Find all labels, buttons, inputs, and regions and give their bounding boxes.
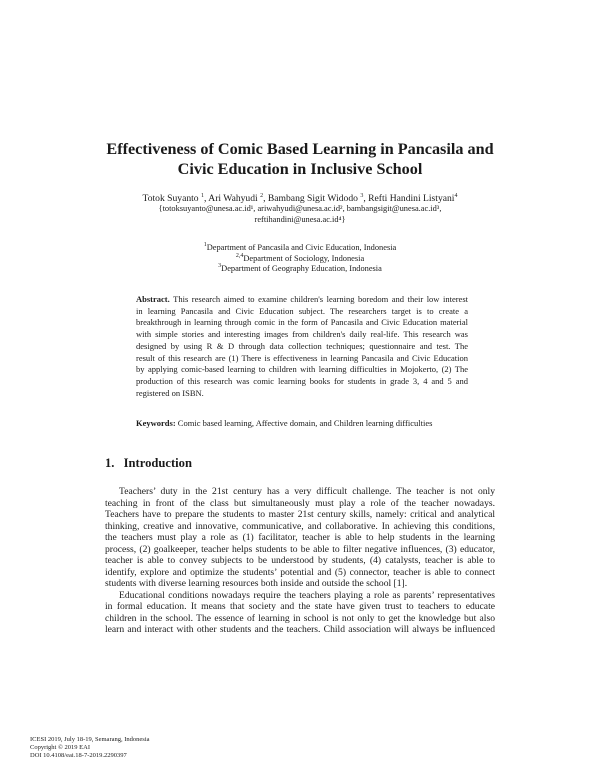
author-list [60, 193, 540, 204]
affiliations [60, 243, 540, 275]
body-text [105, 486, 495, 636]
abstract-line [136, 294, 468, 306]
abstract [136, 294, 468, 399]
title-line: Effectiveness of Comic Based Learning in Pancasila and [106, 140, 494, 158]
body-line: in formal education. It means that society and the state have given trust to teachers to educate [105, 601, 495, 612]
body-line: process, (2) goalkeeper, teacher helps students to be able to filter negative influences, (3) educator, [105, 543, 495, 555]
abstract-line: registered on ISBN. [136, 387, 204, 398]
abstract-label: Abstract. [136, 294, 170, 304]
author-superscript: 3 [360, 192, 364, 199]
keywords-text: Comic based learning, Affective domain, and Children learning difficulties [175, 418, 433, 428]
author-superscript: 4 [454, 192, 458, 199]
author-name: Totok Suyanto [142, 193, 202, 204]
footer-line: ICESI 2019, July 18-19, Semarang, Indonesia [30, 736, 150, 743]
body-line: teaching in front of the class but simultaneously must play a role of the teacher nowadays. [105, 497, 495, 509]
abstract-line: breakthrough in learning through comic in the form of Pancasila and Civic Education material [136, 317, 468, 328]
author-name: , Refti Handini Listyani [363, 193, 455, 204]
body-line: children in the school. The essence of learning in school is not only to get the knowledge but also [105, 612, 495, 624]
page-footer [30, 736, 150, 761]
abstract-line: with simple stories and interesting images from children's daily real-life. This research was [136, 329, 468, 340]
abstract-line: designed by using R & D through data collection techniques; questionnaire and test. The [136, 340, 468, 351]
author-emails [60, 204, 540, 225]
abstract-line: by applying comic-based learning to children with learning difficulties in Mojokerto, (2) The [136, 364, 468, 375]
author-name: , Bambang Sigit Widodo [263, 193, 361, 204]
abstract-line: result of this research are (1) There is effectiveness in learning Pancasila and Civic Education [136, 352, 468, 363]
section-title: Introduction [123, 456, 192, 470]
affiliation-item [60, 254, 540, 265]
body-line: teacher is able to convey subjects to be understood by students, (4) catalysts, teacher is able to [105, 555, 495, 566]
keywords-label: Keywords: [136, 418, 176, 428]
section-number: 1. [105, 456, 115, 470]
footer-line: Copyright © 2019 EAI [30, 744, 91, 752]
author-superscript: 1 [201, 192, 205, 199]
body-line: identify, explore and optimize the students’ potential and (5) connector, teacher is able to connect [105, 566, 495, 578]
affiliation-text: Department of Sociology, Indonesia [243, 253, 365, 263]
affiliation-superscript: 3 [218, 263, 222, 270]
email-line: {totoksuyanto@unesa.ac.id¹, ariwahyudi@unesa.ac.id², bambangsigit@unesa.ac.id³, [158, 204, 442, 213]
body-line: students with diverse learning resources both inside and outside the school [1]. [105, 578, 408, 589]
footer-line: DOI 10.4108/eai.18-7-2019.2290397 [30, 752, 127, 760]
paper-title [60, 139, 540, 179]
body-line: Educational conditions nowadays require the teachers playing a role as parents’ representatives [119, 589, 495, 601]
abstract-line: production of this research was comic learning books for students in grade 3, 4 and 5 and [136, 375, 468, 386]
affiliation-text: Department of Geography Education, Indonesia [221, 264, 382, 274]
title-line: Civic Education in Inclusive School [177, 160, 423, 178]
body-line: thinking, creative and innovative, communicative, and collaborative. In achieving this conditions, [105, 520, 495, 532]
affiliation-item [60, 243, 540, 254]
author-superscript: 2 [260, 192, 264, 199]
body-line: Teachers’ duty in the 21st century has a very difficult challenge. The teacher is not only [119, 486, 495, 497]
section-heading [105, 456, 192, 471]
email-line: reftihandini@unesa.ac.id⁴} [254, 214, 346, 224]
body-line: Teachers have to prepare the students to master 21st century skills, namely: critical and analytical [105, 509, 495, 520]
affiliation-superscript: 2,4 [235, 252, 244, 259]
body-line: learn and interact with other students and the teachers. Child association will always be influenced [105, 624, 495, 635]
body-line: the teachers must play a role as (1) facilitator, teacher is able to help students in the learning [105, 532, 495, 543]
affiliation-text: Department of Pancasila and Civic Education, Indonesia [206, 243, 397, 252]
abstract-text: This research aimed to examine children's learning boredom and their low interest [169, 294, 468, 304]
affiliation-superscript: 1 [203, 242, 207, 249]
affiliation-item [60, 264, 540, 275]
keywords [136, 418, 468, 429]
abstract-line: in learning Pancasila and Civic Education subject. The researchers target is to create a [136, 305, 468, 316]
author-name: , Ari Wahyudi [204, 193, 261, 204]
